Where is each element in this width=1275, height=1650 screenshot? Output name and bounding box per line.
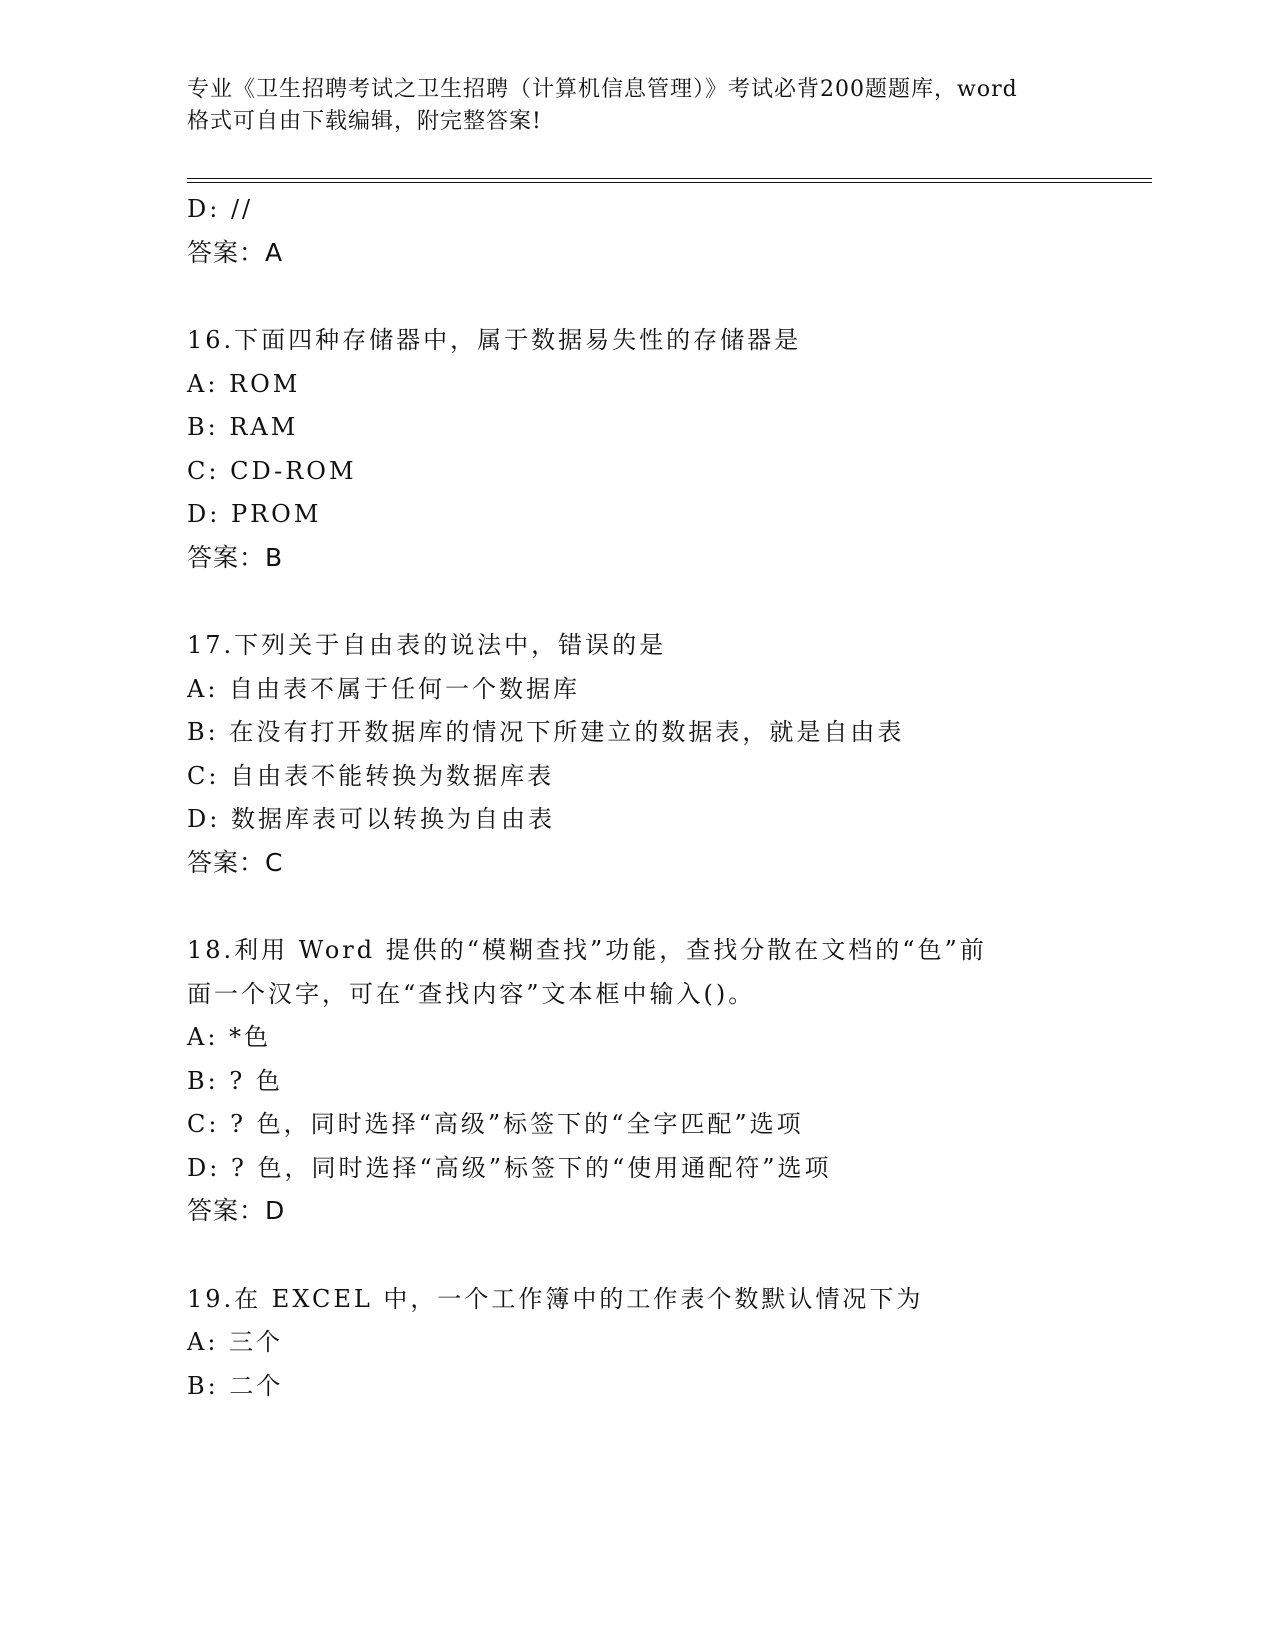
q16-answer: 答案：B bbox=[187, 543, 284, 572]
q19-question: 19.在 EXCEL 中，一个工作簿中的工作表个数默认情况下为 bbox=[187, 1285, 924, 1313]
q16-option-d: D: PROM bbox=[187, 500, 322, 528]
q16-option-b: B: RAM bbox=[187, 413, 299, 441]
q19-option-a: A: 三个 bbox=[187, 1328, 284, 1356]
header-line-2: 格式可自由下载编辑，附完整答案! bbox=[187, 109, 542, 134]
q17-option-b: B: 在没有打开数据库的情况下所建立的数据表，就是自由表 bbox=[187, 718, 905, 746]
q18-option-d: D: ? 色，同时选择“高级”标签下的“使用通配符”选项 bbox=[187, 1154, 832, 1182]
q18-option-a: A: *色 bbox=[187, 1023, 272, 1051]
header-divider-top bbox=[187, 178, 1152, 179]
q17-question: 17.下列关于自由表的说法中，错误的是 bbox=[187, 631, 667, 659]
q16-option-c: C: CD-ROM bbox=[187, 457, 357, 485]
q18-question-line-2: 面一个汉字，可在“查找内容”文本框中输入()。 bbox=[187, 980, 756, 1008]
q17-option-c: C: 自由表不能转换为数据库表 bbox=[187, 762, 555, 790]
q18-answer: 答案：D bbox=[187, 1196, 286, 1225]
header-divider-bottom bbox=[187, 182, 1152, 183]
q15-option-d: D: // bbox=[187, 195, 254, 223]
q15-answer: 答案：A bbox=[187, 238, 284, 267]
q18-question-line-1: 18.利用 Word 提供的“模糊查找”功能，查找分散在文档的“色”前 bbox=[187, 936, 987, 964]
q16-question: 16.下面四种存储器中，属于数据易失性的存储器是 bbox=[187, 326, 802, 354]
q17-option-a: A: 自由表不属于任何一个数据库 bbox=[187, 675, 581, 703]
q18-option-c: C: ? 色，同时选择“高级”标签下的“全字匹配”选项 bbox=[187, 1110, 804, 1138]
document-header bbox=[187, 74, 1107, 138]
q19-option-b: B: 二个 bbox=[187, 1372, 284, 1400]
q16-option-a: A: ROM bbox=[187, 370, 301, 398]
q18-option-b: B: ? 色 bbox=[187, 1067, 283, 1095]
q17-answer: 答案：C bbox=[187, 848, 284, 877]
header-line-1: 专业《卫生招聘考试之卫生招聘（计算机信息管理）》考试必背200题题库，word bbox=[187, 77, 1018, 102]
q17-option-d: D: 数据库表可以转换为自由表 bbox=[187, 805, 555, 833]
